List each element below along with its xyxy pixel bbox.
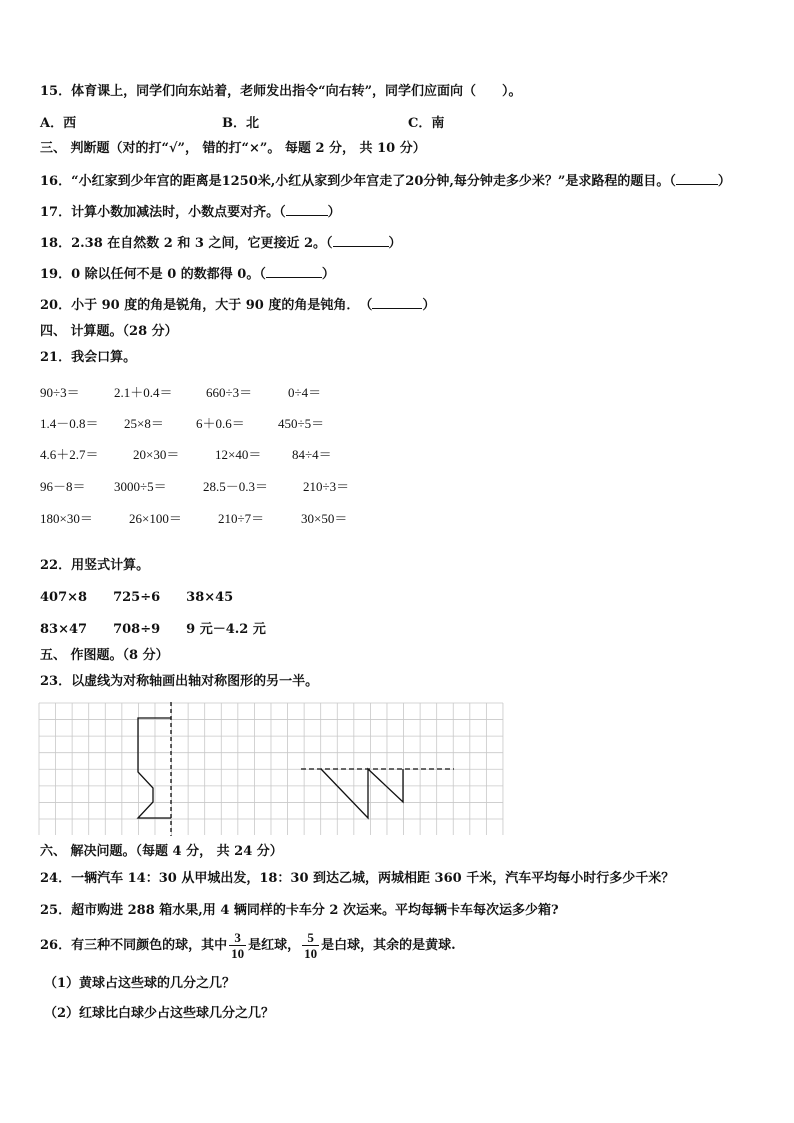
q15-option-b: B．北 [222,116,259,131]
fraction-white [302,930,319,961]
q22-row-2: 83×47 708÷9 9 元－4.2 元 [40,622,266,637]
calc-item: 28.5－0.3＝ [203,479,269,494]
calc-item: 2.1＋0.4＝ [114,385,173,400]
calc-item: 25×8＝ [124,416,164,431]
question-25: 25．超市购进 288 箱水果,用 4 辆同样的卡车分 2 次运来。平均每辆卡车每次运多少箱? [40,903,559,918]
answer-blank[interactable] [333,236,389,247]
calc-item: 450÷5＝ [278,416,325,431]
q18-text: 18．2.38 在自然数 2 和 3 之间，它更接近 2。（ [40,236,333,251]
answer-blank[interactable] [676,174,718,185]
calc-item: 180×30＝ [40,511,93,526]
calc-item: 30×50＝ [301,511,348,526]
left-shape-outline [138,718,171,818]
q26-sub-1: （1）黄球占这些球的几分之几？ [44,976,236,991]
answer-blank[interactable] [372,298,422,309]
q22-row-1: 407×8 725÷6 38×45 [40,590,234,605]
q26-suffix: 是白球，其余的是黄球. [321,938,456,953]
fraction-denominator: 10 [231,946,245,961]
question-17 [40,205,341,221]
q19-close: ） [321,267,335,282]
calc-item: 0÷4＝ [288,385,322,400]
calc-item: 4.6＋2.7＝ [40,447,99,462]
question-26 [40,930,456,961]
calc-item: 3000÷5＝ [114,479,167,494]
symmetry-grid-figure [38,702,504,836]
answer-blank[interactable] [266,267,322,278]
q20-close: ） [422,298,436,313]
right-half-shape [321,769,403,818]
q26-middle: 是红球， [248,938,301,953]
calc-item: 96－8＝ [40,479,86,494]
q20-text: 20．小于 90 度的角是锐角，大于 90 度的角是钝角． （ [40,298,373,313]
calc-item: 1.4－0.8＝ [40,416,99,431]
calc-item: 84÷4＝ [292,447,332,462]
calc-item: 210÷7＝ [218,511,265,526]
calc-item: 660÷3＝ [206,385,253,400]
question-15: 15．体育课上，同学们向东站着，老师发出指令“向右转”，同学们应面向（ ）。 [40,84,522,99]
calc-item: 210÷3＝ [303,479,350,494]
q26-sub-2: （2）红球比白球少占这些球几分之几？ [44,1006,275,1021]
question-24: 24．一辆汽车 14：30 从甲城出发，18：30 到达乙城，两城相距 360 千米，汽车平均每小时行多少千米？ [40,871,675,886]
fraction-numerator: 3 [229,930,246,946]
question-23-title: 23．以虚线为对称轴画出轴对称图形的另一半。 [40,674,319,689]
section-5-title: 五、 作图题。（8 分） [40,648,169,663]
calc-item: 6＋0.6＝ [196,416,245,431]
answer-blank[interactable] [286,205,328,216]
q15-option-c: C．南 [408,116,445,131]
section-6-title: 六、 解决问题。（每题 4 分， 共 24 分） [40,844,283,859]
q17-text: 17．计算小数加减法时，小数点要对齐。（ [40,205,286,220]
left-half-shape [138,718,171,818]
section-4-title: 四、 计算题。（28 分） [40,324,178,339]
question-22-title: 22．用竖式计算。 [40,558,150,573]
question-19 [40,267,335,283]
section-3-title: 三、 判断题（对的打“√”， 错的打“×”。 每题 2 分， 共 10 分） [40,141,426,156]
q15-option-a: A．西 [40,116,77,131]
calc-item: 20×30＝ [133,447,180,462]
calc-item: 12×40＝ [215,447,262,462]
q16-text: 16．“小红家到少年宫的距离是1250米,小红从家到少年宫走了20分钟,每分钟走多少米？”是求路程的题目。（ [40,174,676,189]
q17-close: ） [327,205,341,220]
q18-close: ） [388,236,402,251]
question-21-title: 21．我会口算。 [40,350,137,365]
q26-prefix: 26．有三种不同颜色的球，其中 [40,938,228,953]
q19-text: 19．0 除以任何不是 0 的数都得 0。（ [40,267,266,282]
question-18 [40,236,402,252]
calc-item: 90÷3＝ [40,385,80,400]
right-shape-outline [321,769,403,818]
fraction-numerator: 5 [302,930,319,946]
fraction-red [229,930,246,961]
fraction-denominator: 10 [304,946,318,961]
question-20 [40,298,435,314]
question-16 [40,174,731,190]
calc-item: 26×100＝ [129,511,182,526]
q16-close: ） [717,174,731,189]
